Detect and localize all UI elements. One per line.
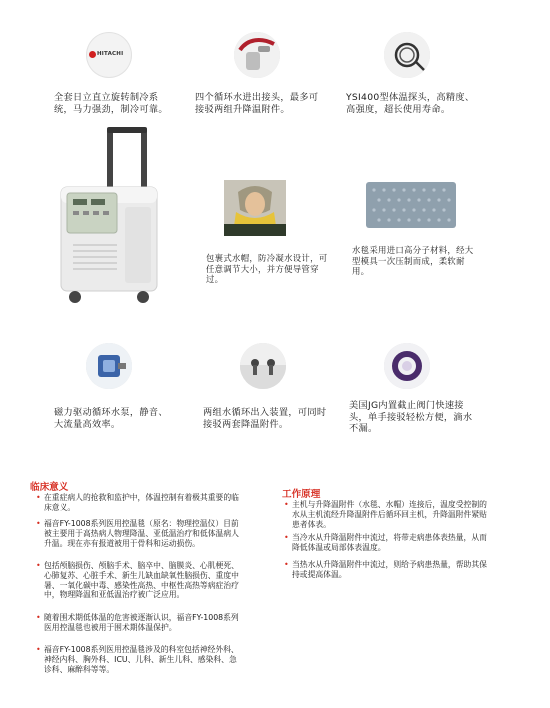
- working-item: • 当冷水从升降温附件中流过，将带走病患体表热量，从而降低体温或局部体表温度。: [284, 533, 487, 552]
- quick-connector-icon: [384, 343, 430, 389]
- clinical-section-title: 临床意义: [30, 482, 69, 493]
- water-ports-icon: [240, 343, 286, 389]
- clinical-item: • 福音FY-1008系列医用控温毯涉及的科室包括神经外科、神经内科、胸外科、ICU、儿科、新生儿科、感染科、急诊科、麻醉科等等。: [36, 645, 239, 674]
- water-blanket-icon: [366, 182, 456, 228]
- working-item: • 主机与升降温附件（水毯、水帽）连接后，温度受控制的水从主机流经升降温附件后循环回主机，升降温附件紧贴患者体表。: [284, 500, 487, 529]
- feature-cap-text: 包裹式水帽，防冷凝水设计，可任意调节大小，并方便导管穿过。: [206, 253, 328, 285]
- hitachi-logo-text: HITACHI: [97, 51, 124, 57]
- clinical-item: • 随着围术期低体温的危害被逐渐认识，福音FY-1008系列医用控温毯也被用于围术期体温保护。: [36, 613, 239, 632]
- magnetic-pump-icon: [86, 343, 132, 389]
- clinical-item: • 包括颅脑损伤、颅脑手术、脑卒中、脑膜炎、心肌梗死、心肺复苏、心脏手术、新生儿缺血缺氧性脑损伤、重度中暑、一氧化碳中毒、感染性高热、中枢性高热等病症治疗中，物理降温和亚低温治疗被广泛应用。: [36, 561, 239, 600]
- clinical-item: • 福音FY-1008系列医用控温毯（原名：物理控温仪）目前被主要用于高热病人物理降温、亚低温治疗和低体温病人升温。现在亦有报道被用于骨科和运动损伤。: [36, 519, 239, 548]
- water-connector-icon: [234, 32, 280, 78]
- temperature-probe-icon: [384, 32, 430, 78]
- working-section-title: 工作原理: [282, 489, 321, 500]
- hitachi-logo-icon: [86, 32, 132, 78]
- water-cap-icon: [224, 180, 286, 236]
- clinical-item: • 在重症病人的抢救和监护中，体温控制有着极其重要的临床意义。: [36, 493, 239, 512]
- feature-pump-text: 磁力驱动循环水泵，静音、大流量高效率。: [54, 407, 168, 430]
- feature-connector-text: 四个循环水进出接头，最多可接驳两组升降温附件。: [195, 92, 319, 115]
- feature-hitachi-text: 全套日立直立旋转制冷系统，马力强劲，制冷可靠。: [54, 92, 168, 115]
- feature-ports-text: 两组水循环出入装置，可同时接驳两套降温附件。: [203, 407, 327, 430]
- feature-quick-connector-text: 美国JG内置截止阀门快速接头，单手接驳轻松方便，滴水不漏。: [349, 400, 473, 434]
- feature-blanket-text: 水毯采用进口高分子材料，经大型模具一次压制而成，柔软耐用。: [352, 245, 474, 277]
- machine-image: [55, 125, 165, 310]
- working-item: • 当热水从升降温附件中流过，则给予病患热量，帮助其保持或提高体温。: [284, 560, 487, 579]
- feature-probe-text: YSI400型体温探头，高精度、高强度，超长使用寿命。: [346, 92, 475, 115]
